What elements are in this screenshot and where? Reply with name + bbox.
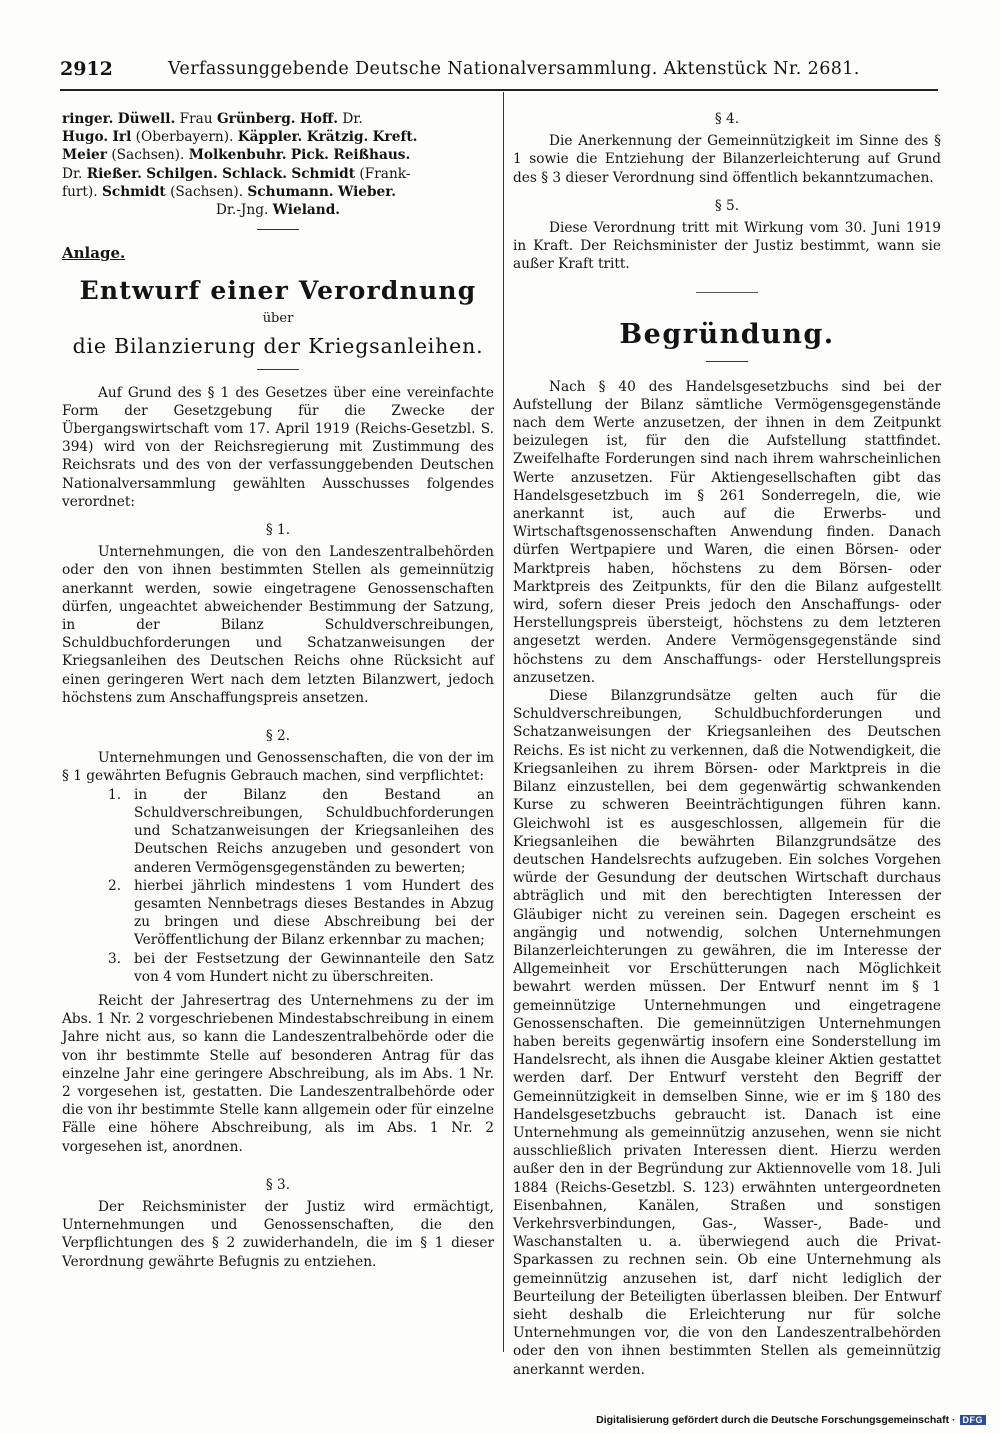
member-name: Schilgen. bbox=[146, 165, 218, 182]
credit-text: Digitalisierung gefördert durch die Deutsche Forschungsgemeinschaft · bbox=[596, 1414, 956, 1426]
name-text: Dr. bbox=[338, 111, 363, 127]
left-column bbox=[62, 110, 494, 1271]
separator-rule bbox=[257, 229, 299, 230]
separator-rule bbox=[696, 292, 758, 293]
member-name: Wieber. bbox=[337, 183, 396, 200]
name-text: Dr. bbox=[62, 165, 87, 182]
member-name: Rießer. bbox=[86, 165, 142, 182]
item-text: hierbei jährlich mindestens 1 vom Hundert des gesamten Nennbetrags dieses Bestandes in Abzug zu bringen und diese Abschreibung bei der Veröffentlichung der Bilanz erkennbar zu machen; bbox=[134, 877, 494, 949]
dfg-logo: DFG bbox=[960, 1415, 987, 1425]
section-heading: § 3. bbox=[265, 1176, 291, 1193]
name-line bbox=[62, 110, 494, 128]
name-text: (Oberbayern). bbox=[131, 129, 238, 146]
item-text: in der Bilanz den Bestand an Schuldverschreibungen, Schuldbuchforderungen und Schatzanweisungen der Kriegsanleihen des Deutschen Reichs anzugeben und gesondert von anderen Vermögensgegenständen zu bewerten; bbox=[134, 786, 494, 876]
list-item bbox=[62, 877, 494, 950]
section-heading: § 5. bbox=[714, 197, 740, 214]
member-names bbox=[62, 110, 494, 219]
digitization-credit bbox=[596, 1414, 986, 1426]
name-line bbox=[62, 128, 494, 146]
preamble: Auf Grund des § 1 des Gesetzes über eine vereinfachte Form der Gesetzgebung für die Zwecke der Übergangswirtschaft vom 17. April 1919 (Reichs-Gesetzbl. S. 394) wird von der Reichsregierung mit Zustimmung des Reichsrats und des von der verfassunggebenden Deutschen Nationalversammlung gewählten Ausschusses folgendes verordnet: bbox=[62, 384, 494, 510]
name-line bbox=[62, 201, 494, 219]
member-name: Irl bbox=[112, 129, 132, 146]
list-item bbox=[62, 950, 494, 986]
begruendung-paragraph-2: Diese Bilanzgrundsätze gelten auch für die Schuldverschreibungen, Schuldbuchforderungen und Schatzanweisungen der Kriegsanleihen des Deutschen Reichs. Es ist nicht zu verkennen, daß die Notwendigkeit, die Kriegsanleihen zu ihrem Börsen- oder Marktpreis in die Bilanz einzustellen, bei dem gegenwärtig schwankenden Kurse zu schweren Beeinträchtigungen führen kann. Gleichwohl ist es ausgeschlossen, allgemein für die Kriegsanleihen die bewährten Bilanzgrundsätze des deutschen Handelsrechts aufzugeben. Ein solches Vorgehen würde der Gesundung der deutschen Wirtschaft durchaus abträglich und mit den berechtigten Interessen der Gläubiger nicht zu vereinen sein. Dagegen erscheint es angängig und notwendig, solchen Unternehmungen Bilanzerleichterungen zu gewähren, die im Interesse der Allgemeinheit vor Erschütterungen nach Möglichkeit bewahrt werden müssen. Der Entwurf nennt im § 1 gemeinnützige Unternehmungen und eingetragene Genossenschaften. Die gemeinnützigen Unternehmungen haben bereits gegenwärtig insofern eine Sonderstellung im Handelsrecht, als ihnen die Ausgabe kleiner Aktien gestattet werden darf. Der Entwurf versteht den Begriff der Gemeinnützigkeit in demselben Sinne, wie er im § 180 des Handelsgesetzbuchs gebraucht ist. Danach ist eine Unternehmung als gemeinnützig anzusehen, wenn sie nicht ausschließlich privaten Interessen dient. Hierzu werden außer den in der Begründung zur Aktiennovelle vom 18. Juli 1884 (Reichs-Gesetzbl. S. 123) erwähnten untergeordneten Eisenbahnen, Kanälen, Straßen und sonstigen Verkehrsverbindungen, Gas-, Wasser-, Bade- und Waschanstalten u. a. überwiegend auch die Privat-Sparkassen zu rechnen sein. Ob eine Unternehmung als gemeinnützig anzusehen ist, darf nicht lediglich der Beurteilung der Beteiligten überlassen bleiben. Der Entwurf sieht deshalb die Erleichterung nur für solche Unternehmungen vor, die von den Landeszentralbehörden oder den von ihnen bestimmten Stellen als gemeinnützig anerkannt werden. bbox=[513, 688, 942, 1378]
name-text: furt). bbox=[62, 183, 102, 200]
section-3-text: Der Reichsminister der Justiz wird ermächtigt, Unternehmungen und Genossenschaften, die den Verpflichtungen des § 2 zuwiderhandeln, die im § 1 dieser Verordnung gewährte Befugnis zu entziehen. bbox=[62, 1198, 494, 1270]
member-name: Meier bbox=[62, 147, 107, 164]
member-name: Hugo. bbox=[62, 129, 109, 146]
separator-rule bbox=[706, 361, 748, 362]
section-5-text: Diese Verordnung tritt mit Wirkung vom 30. Juni 1919 in Kraft. Der Reichsminister der Justiz bestimmt, wann sie außer Kraft tritt. bbox=[513, 220, 941, 273]
begruendung-title: Begründung. bbox=[619, 318, 835, 350]
name-text: (Frank- bbox=[355, 165, 411, 182]
section-4-text: Die Anerkennung der Gemeinnützigkeit im Sinne des § 1 sowie die Entziehung der Bilanzerleichterung auf Grund des § 3 dieser Verordnung sind öffentlich bekanntzumachen. bbox=[513, 133, 941, 186]
section-1-text: Unternehmungen, die von den Landeszentralbehörden oder den von ihnen bestimmten Stellen als gemeinnützig anerkannt werden, sowie eingetragene Genossenschaften dürfen, ungeachtet abweichender Bestimmung der Satzung, in der Bilanz Schuldverschreibungen, Schuldbuchforderungen und Schatzanweisungen der Kriegsanleihen des Deutschen Reichs ohne Rücksicht auf einen geringeren Wert nach dem letzten Bilanzwert, jedoch höchstens zum Anschaffungspreis ansetzen. bbox=[62, 544, 494, 706]
member-name: Schmidt bbox=[101, 183, 166, 200]
page-header bbox=[60, 56, 940, 86]
section-2-text: Unternehmungen und Genossenschaften, die von der im § 1 gewährten Befugnis Gebrauch machen, sind verpflichtet: bbox=[62, 750, 494, 785]
running-head: Verfassunggebende Deutsche Nationalversammlung. Aktenstück Nr. 2681. bbox=[168, 59, 860, 79]
member-name: Hoff. bbox=[299, 111, 338, 127]
name-text: (Sachsen). bbox=[106, 147, 189, 164]
section-2-list bbox=[62, 786, 494, 986]
section-heading: § 2. bbox=[265, 728, 291, 745]
draft-subtitle: die Bilanzierung der Kriegsanleihen. bbox=[72, 333, 484, 358]
title-ueber: über bbox=[262, 311, 294, 327]
draft-title: Entwurf einer Verordnung bbox=[79, 276, 477, 306]
member-name: Wieland. bbox=[272, 202, 341, 219]
member-name: Schmidt bbox=[291, 165, 356, 182]
name-line bbox=[62, 165, 494, 183]
item-text: bei der Festsetzung der Gewinnanteile den Satz von 4 vom Hundert nicht zu überschreiten. bbox=[134, 950, 494, 985]
anlage-heading: Anlage. bbox=[62, 244, 126, 263]
begruendung-paragraph-1: Nach § 40 des Handelsgesetzbuchs sind bei der Aufstellung der Bilanz sämtliche Vermögensgegenstände nach dem Werte anzusetzen, der ihnen in dem Zeitpunkt beizulegen ist, für den die Aufstellung stattfindet. Zweifelhafte Forderungen sind nach ihrem wahrscheinlichen Werte anzusetzen. Für Aktiengesellschaften gibt das Handelsgesetzbuch im § 261 Sonderregeln, die, wie anerkannt ist, auch auf die Erwerbs- und Wirtschaftsgenossenschaften Anwendung finden. Danach dürfen Wertpapiere und Waren, die einen Börsen- oder Marktpreis haben, höchstens zu dem Börsen- oder Marktpreis des Zeitpunkts, für den die Bilanz aufgestellt wird, sofern dieser Preis jedoch den Anschaffungs- oder Herstellungspreis übersteigt, höchstens zu dem letzteren angesetzt werden. Andere Vermögensgegenstände sind höchstens zu dem Anschaffungs- oder Herstellungspreis anzusetzen. bbox=[513, 378, 941, 686]
item-number: 3. bbox=[108, 950, 122, 967]
member-name: ringer. bbox=[62, 111, 114, 127]
section-2-continuation: Reicht der Jahresertrag des Unternehmens zu der im Abs. 1 Nr. 2 vorgeschriebenen Mindestabschreibung in einem Jahre nicht aus, so kann die Landeszentralbehörde oder die von ihr bestimmte Stelle auf besonderen Antrag für das einzelne Jahr eine geringere Abschreibung, als im Abs. 1 Nr. 2 vorgesehen ist, gestatten. Die Landeszentralbehörde oder die von ihr bestimmte Stelle kann allgemein oder für einzelne Fälle eine höhere Abschreibung, als im Abs. 1 Nr. 2 vorgesehen ist, anordnen. bbox=[62, 992, 494, 1155]
item-number: 1. bbox=[108, 786, 122, 803]
column-divider bbox=[503, 92, 504, 1352]
header-rule bbox=[60, 89, 938, 91]
name-line bbox=[62, 146, 494, 164]
name-text: Frau bbox=[175, 111, 217, 127]
member-name: Reißhaus. bbox=[333, 147, 411, 164]
member-name: Krätzig. bbox=[306, 129, 369, 146]
member-name: Schlack. bbox=[222, 165, 287, 182]
member-name: Käppler. bbox=[237, 129, 303, 146]
member-name: Grünberg. bbox=[216, 111, 296, 127]
section-heading: § 4. bbox=[714, 111, 740, 127]
name-text: Dr.-Jng. bbox=[215, 202, 273, 219]
page-number: 2912 bbox=[60, 58, 113, 80]
name-text: (Sachsen). bbox=[165, 183, 248, 200]
name-line bbox=[62, 183, 494, 201]
member-name: Schumann. bbox=[247, 183, 334, 200]
item-number: 2. bbox=[108, 877, 122, 894]
list-item bbox=[62, 786, 494, 877]
separator-rule bbox=[257, 369, 299, 370]
member-name: Pick. bbox=[290, 147, 329, 164]
member-name: Molkenbuhr. bbox=[188, 147, 287, 164]
member-name: Kreft. bbox=[372, 129, 418, 146]
right-column bbox=[513, 110, 941, 1379]
section-heading: § 1. bbox=[265, 522, 291, 539]
member-name: Düwell. bbox=[117, 111, 176, 127]
